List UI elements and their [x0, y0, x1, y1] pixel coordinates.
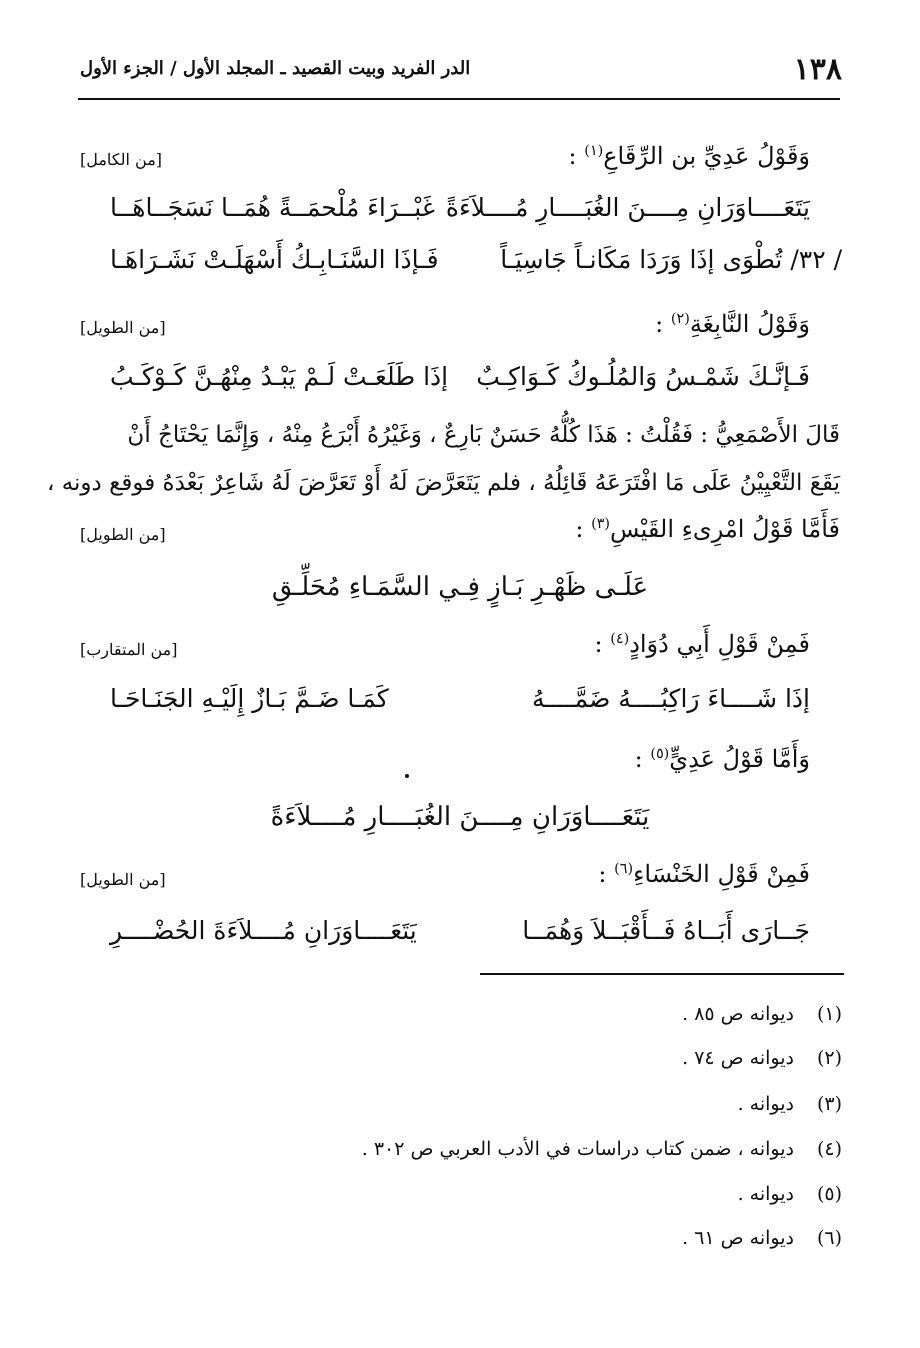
verse-hemistich-right: إذَا شَــــاءَ رَاكِبُــــهُ ضَمَّــــهُ	[531, 684, 810, 713]
verse-hemistich-left: فَـإذَا السَّنَـابِـكُ أَسْهَلَـتْ نَشَـرَاهَـا	[110, 245, 439, 274]
poet-intro-khansa: فَمِنْ قَوْلِ الخَنْسَاءِ$^{(٦)}$ :	[598, 860, 810, 888]
footnote-ref: (٢)	[670, 311, 690, 327]
footnote-ref: (١)	[584, 143, 604, 159]
verse-single: يَتَعَــــاوَرَانِ مِــــنَ الغُبَــــارِ مُــــلاَءَةً	[270, 802, 650, 832]
footnote-ref: (٤)	[610, 631, 630, 647]
meter-label: [من الطويل]	[80, 870, 166, 889]
running-title: الدر الفريد وبيت القصيد ـ المجلد الأول / الجزء الأول	[80, 58, 471, 79]
poet-intro-nabigha: وَقَوْلُ النَّابِغَةِ$^{(٢)}$ :	[655, 310, 810, 338]
verse-hemistich-right: جَــارَى أَبَــاهُ فَــأَقْبَــلاَ وَهُمَــا	[522, 916, 810, 945]
footnote-ref: (٥)	[650, 746, 670, 762]
page-number: ١٣٨	[793, 52, 842, 87]
stray-dot	[405, 774, 409, 778]
poet-intro-adi-riqa: وَقَوْلُ عَدِيِّ بن الرِّقَاعِ$^{(١)}$ :	[568, 142, 810, 170]
footnote-ref: (٣)	[591, 516, 611, 532]
footnote: (٣)ديوانه .	[737, 1093, 842, 1115]
verse-hemistich-right: / ٣٢/ تُطْوَى إذَا وَرَدَا مَكَانـاً جَاسِيَـاً	[500, 245, 842, 274]
footnote: (١)ديوانه ص ٨٥ .	[682, 1003, 842, 1025]
poet-intro-abu-duad: فَمِنْ قَوْلِ أَبِي دُوَادٍ$^{(٤)}$ :	[594, 630, 810, 658]
verse-hemistich-left: غَبْــرَاءَ مُلْحمَــةً هُمَــا نَسَجَــاهَــا	[110, 193, 435, 222]
verse-single: عَلَـى ظَهْـرِ بَـازٍ فِـي السَّمَـاءِ مُحَلِّـقِ	[271, 572, 649, 602]
verse-hemistich-left: يَتَعَــــاوَرَانِ مُــــلاَءَةَ الحُضْــــرِ	[110, 916, 417, 945]
footnote: (٥)ديوانه .	[737, 1183, 842, 1205]
verse-hemistich-left: كَمَـا ضَـمَّ بَـازٌ إِلَيْـهِ الجَنَـاحَـا	[110, 684, 389, 713]
footnote: (٢)ديوانه ص ٧٤ .	[682, 1047, 842, 1069]
meter-label: [من المتقارب]	[80, 640, 178, 659]
poet-intro-imru-alqays: فَأَمَّا قَوْلُ امْرِىءِ القَيْسِ$^{(٣)}$ :	[575, 515, 840, 543]
footnote-ref: (٦)	[614, 861, 634, 877]
verse-hemistich-right: يَتَعَــــاوَرَانِ مِــــنَ الغُبَــــارِ مُــــلاَءَةً	[445, 193, 810, 222]
header-divider	[78, 98, 840, 100]
poet-intro-adi: وَأَمَّا قَوْلُ عَدِيٍّ$^{(٥)}$ :	[634, 745, 810, 773]
footnote: (٤)ديوانه ، ضمن كتاب دراسات في الأدب العربي ص ٣٠٢ .	[361, 1138, 842, 1160]
footnote: (٦)ديوانه ص ٦١ .	[682, 1227, 842, 1249]
meter-label: [من الكامل]	[80, 150, 163, 169]
prose-line: يَقَعَ التَّعْيِيْنُ عَلَى مَا افْتَرَعَهُ قَائِلُهُ ، فلم يَتَعَرَّضَ لَهُ أَوْ تَعَرَّضَ لَهُ شَاعِرٌ بَعْدَهُ فوقع دونه ،	[46, 470, 840, 496]
meter-label: [من الطويل]	[80, 525, 166, 544]
verse-hemistich-right: فَـإنَّـكَ شَمْـسُ وَالمُلُـوكُ كَـوَاكِـبٌ	[476, 362, 810, 391]
prose-line: قَالَ الأَصْمَعِيُّ : فَقُلْتُ : هَذَا كُلُّهُ حَسَنٌ بَارِعٌ ، وَغَيْرُهُ أَبْرَعُ مِنْهُ ، وَإِنَّمَا يَحْتَاجُ أَنْ	[127, 422, 840, 448]
footnote-divider	[480, 973, 844, 975]
meter-label: [من الطويل]	[80, 318, 166, 337]
verse-hemistich-left: إذَا طَلَعَـتْ لَـمْ يَبْـدُ مِنْهُـنَّ كَـوْكَـبُ	[110, 362, 449, 391]
